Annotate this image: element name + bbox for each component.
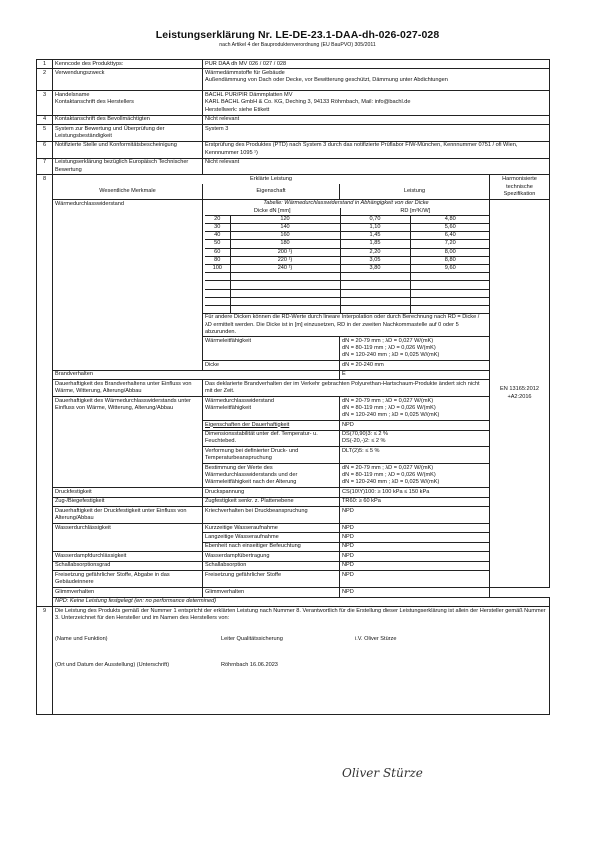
row-label: Verwendungszweck: [53, 69, 203, 91]
row-7: [37, 158, 550, 175]
thermal-table-cell: 140: [230, 224, 340, 232]
thermal-table-row: [205, 248, 490, 256]
row-label: [53, 91, 203, 115]
eigenschaft-water-short: Kurzzeitige Wasseraufnahme: [203, 523, 340, 532]
row-number: 4: [37, 115, 53, 124]
merkmal-glow: Glimmverhalten: [53, 588, 203, 597]
tensile-row: [37, 497, 550, 506]
row-label: System zur Bewertung und Überprüfung der Leistungsbeständigkeit: [53, 125, 203, 142]
row-2: [37, 69, 550, 91]
leistung-dimensional-stability: DS(70,90)3: ≤ 2 % DS(-20,-)2: ≤ 2 %: [340, 430, 490, 447]
eigenschaft-conductivity: Wärmeleitfähigkeit: [203, 337, 340, 361]
document-subtitle: nach Artikel 4 der Bauproduktenverordnung (EU BauPVO) 305/2011: [219, 42, 376, 48]
row-6: [37, 141, 550, 158]
row-value: Erstprüfung des Produktes (PTD) nach System 3 durch das notifizierte Prüflabor FIW-München, Kennnummer 0751 / ofi Wien, Kennnummer 1095 ¹): [203, 141, 550, 158]
row-value: [203, 91, 550, 115]
thermal-table-cell: 120: [230, 215, 340, 223]
eigenschaft-sound: Schallabsorption: [203, 561, 340, 570]
row-number: 2: [37, 69, 53, 91]
fire-durability-row: [37, 380, 550, 397]
row-label: Kontaktanschrift des Bevollmächtigten: [53, 115, 203, 124]
thermal-table-row: [205, 215, 490, 223]
thermal-head-resistance: RD [m²K/W]: [340, 208, 490, 216]
thermal-table-cell: 30: [205, 224, 230, 232]
handwritten-signature: Oliver Stürze: [342, 766, 423, 780]
thermal-table-cell: 1,10: [340, 224, 410, 232]
place-date-label: (Ort und Datum der Ausstellung) (Unterschrift): [55, 662, 170, 669]
signer-name: i.V. Oliver Stürze: [355, 636, 397, 643]
eigenschaft-creep: Kriechverhalten bei Druckbeanspruchung: [203, 507, 340, 524]
row-8-header: [37, 184, 550, 200]
npd-note: NPD: Keine Leistung festgelegt (en: no performance determined): [53, 597, 550, 606]
thermal-table-cell: 220 ¹): [230, 256, 340, 264]
col-eigenschaft-header: Eigenschaft: [203, 184, 340, 200]
leistung-glow: NPD: [340, 588, 490, 597]
thermal-table-cell: 1,85: [340, 240, 410, 248]
thermal-table-row: [205, 232, 490, 240]
row-number: 1: [37, 60, 53, 69]
intended-use: Wärmedämmstoffe für Gebäude: [205, 70, 285, 77]
merkmal-thermal-durability: Dauerhaftigkeit des Wärmedurchlasswiderstands unter Einfluss von Wärme, Witterung, Alterung/Abbau: [53, 396, 203, 487]
merkmal-thermal-resistance: Wärmedurchlasswiderstand: [53, 200, 203, 370]
thermal-table-caption: Tabelle: Wärmedurchlasswiderstand in Abhängigkeit von der Dicke: [263, 200, 429, 207]
thermal-table-cell: 5,60: [410, 224, 490, 232]
col-harmonised-header: Harmonisierte technische Spezifikation: [490, 175, 550, 200]
merkmal-creep: Dauerhaftigkeit der Druckfestigkeit unter Einfluss von Alterung/Abbau: [53, 507, 203, 524]
row-label: Kenncode des Produkttyps:: [53, 60, 203, 69]
merkmal-vapour: Wasserdampfdurchlässigkeit: [53, 552, 203, 561]
merkmal-dangerous: Freisetzung gefährlicher Stoffe, Abgabe in das Gebäudeinnere: [53, 571, 203, 588]
row-number: 3: [37, 91, 53, 115]
eigenschaft-deformation: Verformung bei definierter Druck- und Temperaturbeanspruchung: [203, 447, 340, 464]
leistung-water-short: NPD: [340, 523, 490, 532]
leistung-sound: NPD: [340, 561, 490, 570]
thermal-table-cell: 0,70: [340, 215, 410, 223]
npd-note-row: [37, 597, 550, 606]
leistung-tensile: TR60: ≥ 60 kPa: [340, 497, 490, 506]
leistung-thickness: dN = 20-240 mm: [340, 361, 490, 370]
merkmal-compression: Druckfestigkeit: [53, 488, 203, 497]
vapour-row: [37, 552, 550, 561]
thermal-table-cell: 240 ¹): [230, 265, 340, 273]
thermal-durability-row-1: [37, 396, 550, 420]
dangerous-row: [37, 571, 550, 588]
row-3: [37, 91, 550, 115]
merkmal-sound: Schallabsorptionsgrad: [53, 561, 203, 570]
thermal-table-cell: 80: [205, 256, 230, 264]
merkmal-fire: Brandverhalten: [53, 370, 340, 379]
thermal-table-row: [205, 224, 490, 232]
row-5: [37, 125, 550, 142]
merkmal-water: Wasserdurchlässigkeit: [53, 523, 203, 551]
eigenschaft-durability-properties: Eigenschaften der Dauerhaftigkeit: [203, 421, 340, 430]
leistung-thermal-durability: dN = 20-79 mm ; λD = 0,027 W/(mK) dN = 80-119 mm ; λD = 0,026 W/(mK) dN = 120-240 mm ; λD = 0,025 W/(mK): [340, 396, 490, 420]
glow-row: [37, 588, 550, 597]
row-4: [37, 115, 550, 124]
water-row-1: [37, 523, 550, 532]
thermal-table-cell: 8,00: [410, 248, 490, 256]
thermal-table-cell: 100: [205, 265, 230, 273]
trade-name-label: Handelsname: [55, 92, 90, 99]
row-value: System 3: [203, 125, 550, 142]
signer-role: Leiter Qualitätssicherung: [221, 636, 283, 643]
thermal-table-cell: 40: [205, 232, 230, 240]
leistung-flatness: NPD: [340, 542, 490, 551]
row-number: 7: [37, 158, 53, 175]
plant: Herstellwerk: siehe Etikett: [205, 106, 270, 113]
col-leistung-header: Leistung: [340, 184, 490, 200]
eigenschaft-compression: Druckspannung: [203, 488, 340, 497]
sound-row: [37, 561, 550, 570]
thermal-table-cell: 4,80: [410, 215, 490, 223]
row-value: [203, 69, 550, 91]
leistung-conductivity: dN = 20-79 mm ; λD = 0,027 W/(mK) dN = 80-119 mm ; λD = 0,026 W/(mK) dN = 120-240 mm ; λD = 0,025 W/(mK): [340, 337, 490, 361]
thermal-table-cell: 7,20: [410, 240, 490, 248]
eigenschaft-flatness: Ebenheit nach einseitiger Befeuchtung: [203, 542, 340, 551]
row-number: 9: [37, 607, 53, 715]
eigenschaft-aged-values: Bestimmung der Werte des Wärmedurchlasswiderstands und der Wärmeleitfähigkeit nach der Alterung: [203, 464, 340, 488]
merkmal-tensile: Zug-/Biegefestigkeit: [53, 497, 203, 506]
row-label: Notifizierte Stelle und Konformitätsbescheinigung: [53, 141, 203, 158]
row-8-title: [37, 175, 550, 184]
thermal-table-row: [205, 256, 490, 264]
name-function-label: (Name und Funktion): [55, 636, 108, 643]
compression-row: [37, 488, 550, 497]
trade-name: BACHL PUR/PIR Dämmplatten MV: [205, 92, 293, 99]
col-merkmale-header: Wesentliche Merkmale: [53, 184, 203, 200]
thermal-table-cell: 1,45: [340, 232, 410, 240]
leistung-water-long: NPD: [340, 533, 490, 542]
manufacturer-address: KARL BACHL GmbH & Co. KG, Deching 3, 94133 Röhrnbach, Mail: info@bachl.de: [205, 99, 411, 106]
thermal-table-row: [205, 240, 490, 248]
row-1: [37, 60, 550, 69]
leistung-deformation: DLT(2)5: ≤ 5 %: [340, 447, 490, 464]
leistung-compression: CS(10\Y)100: ≥ 100 kPa ≤ 150 kPa: [340, 488, 490, 497]
declaration-text: Die Leistung des Produkts gemäß der Nummer 1 entspricht der erklärten Leistung nach Nummer 8. Verantwortlich für die Erstellung dieser Leistungserklärung ist allein der Hersteller gemäß Nummer 3. Unterzeichnet für den Hersteller und im Namen des Herstellers von:: [55, 607, 546, 621]
thermal-note: Für andere Dicken können die RD-Werte durch lineare Interpolation oder durch Berechnung nach RD = Dicke / λD ermittelt werden. Die Dicke ist in [m] einzusetzen, RD in der zweiten Nachkommastelle auf 0 oder 5 abzurunden.: [203, 313, 489, 336]
eigenschaft-glow: Glimmverhalten: [203, 588, 340, 597]
harmonised-spec: EN 13165:2012 +A2:2016: [490, 200, 550, 588]
row-value: PUR DAA dh MV 026 / 027 / 028: [203, 60, 550, 69]
intended-use-detail: Außendämmung von Dach oder Decke, vor Bewitterung geschützt, Dämmung unter Abdichtungen: [205, 77, 448, 84]
eigenschaft-vapour: Wasserdampfübertragung: [203, 552, 340, 561]
thermal-table-cell: 180: [230, 240, 340, 248]
leistung-creep: NPD: [340, 507, 490, 524]
thermal-table-cell: 3,80: [340, 265, 410, 273]
leistung-dangerous: NPD: [340, 571, 490, 588]
thermal-table-cell: 160: [230, 232, 340, 240]
merkmal-fire-durability: Dauerhaftigkeit des Brandverhaltens unter Einfluss von Wärme, Witterung, Alterung/Abbau: [53, 380, 203, 397]
manufacturer-label: Kontaktanschrift des Herstellers: [55, 99, 134, 106]
thermal-table-cell: 3,05: [340, 256, 410, 264]
row-number: 6: [37, 141, 53, 158]
thermal-resistance-row: [37, 200, 550, 337]
creep-row: [37, 507, 550, 524]
thermal-table-cell: 6,40: [410, 232, 490, 240]
fire-row: [37, 370, 550, 379]
thermal-table-cell: 9,60: [410, 265, 490, 273]
leistung-aged-values: dN = 20-79 mm ; λD = 0,027 W/(mK) dN = 80-119 mm ; λD = 0,026 W/(mK) dN = 120-240 mm ; λD = 0,025 W/(mK): [340, 464, 490, 488]
thermal-table-cell: 2,20: [340, 248, 410, 256]
eigenschaft-dangerous: Freisetzung gefährlicher Stoffe: [203, 571, 340, 588]
row-number: 5: [37, 125, 53, 142]
row-value: Nicht relevant: [203, 158, 550, 175]
leistung-fire-durability: Das deklarierte Brandverhalten der im Verkehr gebrachten Polyurethan-Hartschaum-Produkte ändert sich nicht mit der Zeit.: [203, 380, 490, 397]
performance-title: Erklärte Leistung: [53, 175, 490, 184]
thermal-table: [205, 208, 490, 314]
thermal-table-cell: [203, 200, 490, 337]
place-date-value: Röhrnbach 16.06.2023: [221, 662, 278, 669]
document-title: Leistungserklärung Nr. LE-DE-23.1-DAA-dh-026-027-028: [155, 29, 440, 41]
leistung-vapour: NPD: [340, 552, 490, 561]
eigenschaft-thickness: Dicke: [203, 361, 340, 370]
thermal-table-cell: 50: [205, 240, 230, 248]
row-number: 8: [37, 175, 53, 607]
thermal-table-cell: 60: [205, 248, 230, 256]
eigenschaft-thermal-durability: Wärmedurchlasswiderstand Wärmeleitfähigkeit: [203, 396, 340, 420]
eigenschaft-tensile: Zugfestigkeit senkr. z. Plattenebene: [203, 497, 340, 506]
row-label: Leistungserklärung bezüglich Europäisch Technischer Bewertung: [53, 158, 203, 175]
thermal-table-cell: 20: [205, 215, 230, 223]
eigenschaft-dimensional-stability: Dimensionsstabilität unter def. Temperatur- u. Feuchtebed.: [203, 430, 340, 447]
row-9: [37, 607, 550, 715]
eigenschaft-water-long: Langzeitige Wasseraufnahme: [203, 533, 340, 542]
leistung-durability-properties: NPD: [340, 421, 490, 430]
thermal-table-row: [205, 265, 490, 273]
declaration-cell: [53, 607, 550, 715]
row-value: Nicht relevant: [203, 115, 550, 124]
thermal-head-thickness: Dicke dN [mm]: [205, 208, 340, 216]
declaration-table: [36, 59, 550, 715]
thermal-table-cell: 8,80: [410, 256, 490, 264]
thermal-table-cell: 200 ¹): [230, 248, 340, 256]
leistung-fire: E: [340, 370, 490, 379]
